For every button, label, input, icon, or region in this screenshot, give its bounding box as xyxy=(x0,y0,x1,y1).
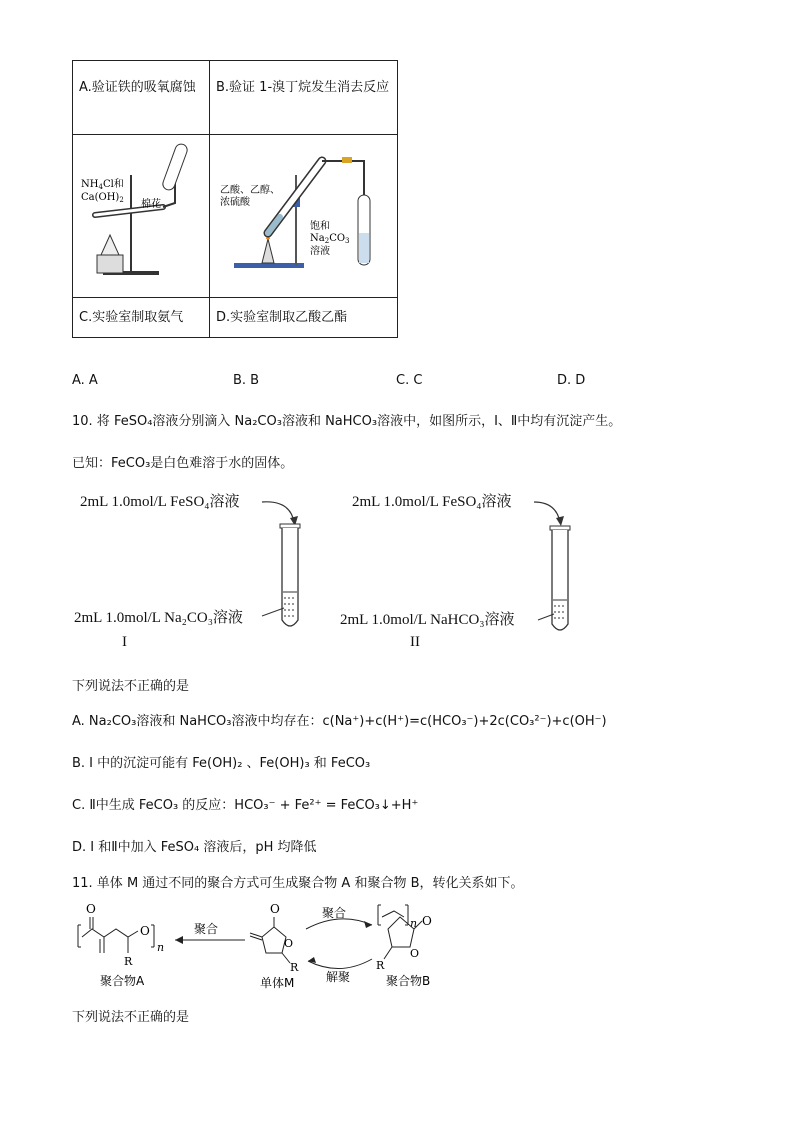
polymer-a-ether-o: O xyxy=(140,924,150,938)
q9-option-b[interactable]: B. B xyxy=(233,373,260,388)
q10-option-b[interactable]: B. I 中的沉淀可能有 Fe(OH)₂ 、Fe(OH)₃ 和 FeCO₃ xyxy=(72,756,371,771)
q10-stem: 10. 将 FeSO₄溶液分别滴入 Na₂CO₃溶液和 NaHCO₃溶液中，如图所示，Ⅰ、Ⅱ中均有沉淀产生。 xyxy=(72,414,622,429)
polymer-b-n: n xyxy=(410,917,418,930)
polymer-a-label: 聚合物A xyxy=(100,974,145,988)
q9-figure-d xyxy=(210,135,398,298)
q10-known: 已知：FeCO₃是白色难溶于水的固体。 xyxy=(72,456,294,471)
q9-option-c[interactable]: C. C xyxy=(396,373,423,388)
q10-option-d[interactable]: D. I 和Ⅱ中加入 FeSO₄ 溶液后，pH 均降低 xyxy=(72,840,317,855)
polymer-b-label: 聚合物B xyxy=(386,974,431,988)
q10-test-tubes-figure xyxy=(0,480,794,650)
polymer-b-r: R xyxy=(376,959,385,972)
monomer-ring-o: O xyxy=(284,937,294,950)
polymer-b-carbonyl-o: O xyxy=(422,914,432,928)
q9-cell-a xyxy=(73,61,210,135)
q9-cell-c xyxy=(73,298,210,338)
q11-reaction-scheme xyxy=(60,895,480,995)
tube2-bottom-label: 2mL 1.0mol/L NaHCO₃溶液 xyxy=(340,612,515,628)
q10-question: 下列说法不正确的是 xyxy=(72,679,190,694)
q9-figure-c xyxy=(73,135,210,298)
polymer-b-ring-o: O xyxy=(410,947,420,960)
monomer-carbonyl-o: O xyxy=(270,902,280,916)
q9-table xyxy=(72,60,398,338)
q10-option-a[interactable]: A. Na₂CO₃溶液和 NaHCO₃溶液中均存在：c(Na⁺)+c(H⁺)=c(HCO₃⁻)+2c(CO₃²⁻)+c(OH⁻) xyxy=(72,714,607,729)
ammonia-apparatus-figure xyxy=(73,135,209,293)
tube1-bottom-label: 2mL 1.0mol/L Na₂CO₃溶液 xyxy=(74,610,243,626)
q11-question: 下列说法不正确的是 xyxy=(72,1010,190,1025)
polymer-a-r: R xyxy=(124,955,133,968)
acid-alcohol-label: 乙酸、乙醇、 xyxy=(220,185,280,196)
q9-cell-c-text: C.实验室制取氨气 xyxy=(79,310,184,325)
q9-option-d[interactable]: D. D xyxy=(557,373,586,388)
monomer-label: 单体M xyxy=(260,976,295,990)
tube1-top-label: 2mL 1.0mol/L FeSO₄溶液 xyxy=(80,494,240,510)
monomer-r: R xyxy=(290,961,299,974)
polymer-a-carbonyl-o: O xyxy=(86,902,96,916)
tube2-number: II xyxy=(410,634,420,650)
arrow-left-label: 聚合 xyxy=(194,922,219,936)
saturated-label: 饱和 xyxy=(310,221,330,232)
solution-label: 溶液 xyxy=(310,246,330,257)
ester-apparatus-figure xyxy=(210,135,397,293)
q9-cell-b xyxy=(210,61,398,135)
q9-option-a[interactable]: A. A xyxy=(72,373,98,388)
reagent-label-1: $NH_4Cl$和 xyxy=(81,179,124,191)
q10-option-c[interactable]: C. Ⅱ中生成 FeCO₃ 的反应：HCO₃⁻ + Fe²⁺ = FeCO₃↓+H⁺ xyxy=(72,798,419,813)
tube2-top-label: 2mL 1.0mol/L FeSO₄溶液 xyxy=(352,494,512,510)
q9-cell-a-text: A.验证铁的吸氧腐蚀 xyxy=(79,80,196,95)
q9-cell-d-text: D.实验室制取乙酸乙酯 xyxy=(216,310,348,325)
conc-sulfuric-label: 浓硫酸 xyxy=(220,197,250,208)
arrow-bottom-label: 解聚 xyxy=(326,970,351,984)
polymer-a-n: n xyxy=(157,941,165,954)
q9-cell-b-text: B.验证 1-溴丁烷发生消去反应 xyxy=(216,80,390,95)
tube1-number: I xyxy=(122,634,127,650)
q11-stem: 11. 单体 M 通过不同的聚合方式可生成聚合物 A 和聚合物 B，转化关系如下。 xyxy=(72,876,524,891)
cotton-label: 棉花 xyxy=(141,199,161,210)
arrow-top-label: 聚合 xyxy=(322,906,347,920)
q9-cell-d xyxy=(210,298,398,338)
sodium-carbonate-label: $Na_2CO_3$ xyxy=(310,233,350,245)
reagent-label-2: $Ca(OH)_2$ xyxy=(81,192,124,204)
